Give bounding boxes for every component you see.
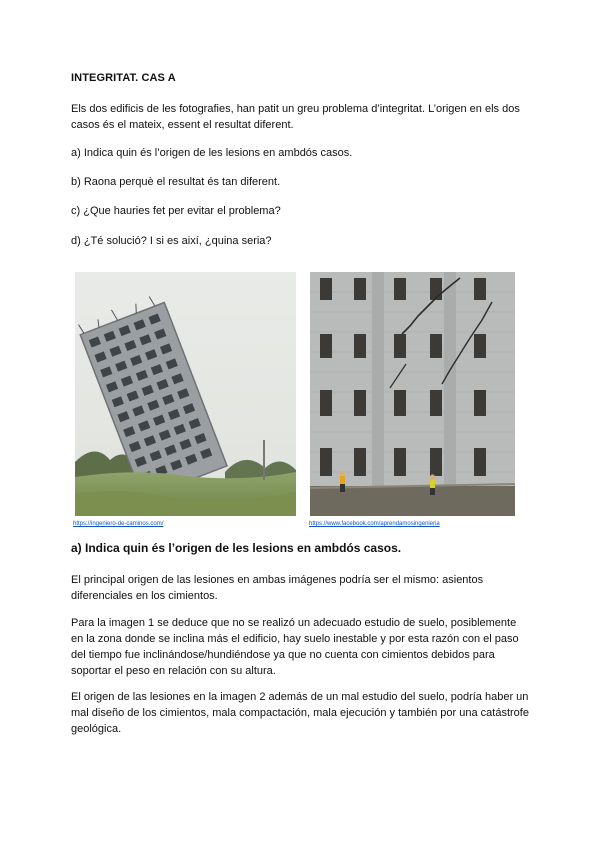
- question-d: d) ¿Té solució? I si es així, ¿quina seria?: [71, 235, 272, 247]
- source-link-2[interactable]: https://www.facebook.com/aprendamosingenieria: [309, 521, 440, 527]
- tilted-building-photo: [75, 272, 296, 516]
- answer-paragraph-1: El principal origen de las lesiones en ambas imágenes podría ser el mismo: asientos diferenciales en los cimientos.: [71, 574, 484, 602]
- answer-paragraph-2: Para la imagen 1 se deduce que no se realizó un adecuado estudio de suelo, posiblemente en la zona donde se inclina más el edificio, hay suelo inestable y por esta razón con el paso del tiempo fue inclinándose/hundiéndose ya que no cuenta con cimientos debidos para soportar el peso en relación con su altura.: [71, 617, 519, 677]
- document-title: INTEGRITAT. CAS A: [71, 72, 176, 84]
- cracked-building-photo: [310, 272, 515, 516]
- source-link-1[interactable]: https://ingeniero-de-caminos.com/: [73, 521, 164, 527]
- question-b: b) Raona perquè el resultat és tan diferent.: [71, 176, 281, 188]
- question-a: a) Indica quin és l’origen de les lesions en ambdós casos.: [71, 147, 353, 159]
- answer-heading: a) Indica quin és l’origen de les lesions en ambdós casos.: [71, 541, 402, 555]
- question-c: c) ¿Que hauries fet per evitar el problema?: [71, 205, 281, 217]
- answer-paragraph-3: El origen de las lesiones en la imagen 2 además de un mal estudio del suelo, podría haber un mal diseño de los cimientos, mala compactación, mala ejecución y también por una catástrofe geológica.: [71, 691, 529, 735]
- intro-paragraph: Els dos edificis de les fotografies, han patit un greu problema d’integritat. L’origen en els dos casos és el mateix, essent el resultat diferent.: [71, 103, 520, 131]
